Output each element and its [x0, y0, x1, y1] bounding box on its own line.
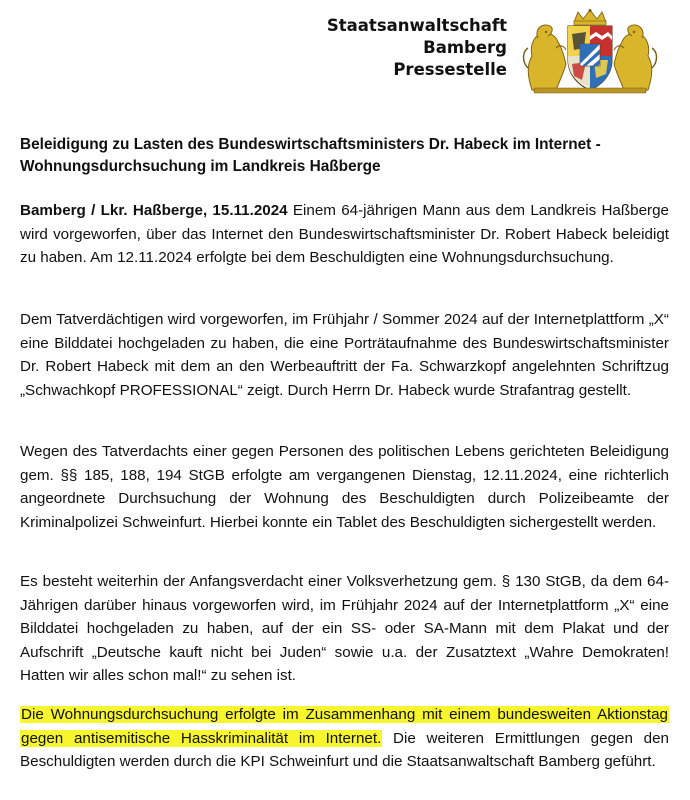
org-department: Pressestelle — [393, 60, 507, 79]
org-city: Bamberg — [423, 38, 507, 57]
intro-text: Einem 64-jährigen Mann aus dem Landkreis Haßberge wird vorgeworfen, über das Internet den Bundeswirtschaftsminister Dr. Robert Habeck beleidigt zu haben. Am 12.11.2024 erfolgte bei dem Beschuldigten eine Wohnungsdurchsuchung. — [20, 202, 669, 266]
paragraph-accusation: Dem Tatverdächtigen wird vorgeworfen, im Frühjahr / Sommer 2024 auf der Internetplattform „X“ eine Bilddatei hochgeladen zu haben, die eine Porträtaufnahme des Bundeswirtschaftsminister Dr. Robert Habeck mit dem an den Werbeauftritt der Fa. Schwarzkopf angelehnten Schriftzug „Schwachkopf PROFESSIONAL“ zeigt. Durch Herrn Dr. Habeck wurde Strafantrag gestellt. — [20, 311, 669, 399]
paragraph-search: Wegen des Tatverdachts einer gegen Personen des politischen Lebens gerichteten Beleidigung gem. §§ 185, 188, 194 StGB erfolgte am vergangenen Dienstag, 12.11.2024, eine richterlich angeordnete Durchsuchung der Wohnung des Beschuldigten durch Polizeibeamte der Kriminalpolizei Schweinfurt. Hierbei konnte ein Tablet des Beschuldigten sichergestellt werden. — [20, 443, 669, 531]
letterhead — [327, 15, 507, 81]
paragraph-conclusion — [20, 703, 669, 774]
org-name: Staatsanwaltschaft — [326, 16, 507, 35]
page-title: Beleidigung zu Lasten des Bundeswirtschaftsministers Dr. Habeck im Internet - Wohnungsdurchsuchung im Landkreis Haßberge — [20, 136, 601, 175]
paragraph-volksverhetzung: Es besteht weiterhin der Anfangsverdacht einer Volksverhetzung gem. § 130 StGB, da dem 64-Jährigen darüber hinaus vorgeworfen wird, im Frühjahr 2024 auf der Internetplattform „X“ eine Bilddatei hochgeladen zu haben, auf der ein SS- oder SA-Mann mit dem Plakat und der Aufschrift „Deutsche kauft nicht bei Juden“ sowie u.a. der Zusatztext „Wahre Demokraten! Hatten wir alles schon mal!“ zu sehen ist. — [20, 573, 669, 684]
highlighted-text: Die Wohnungsdurchsuchung erfolgte im Zusammenhang mit einem bundesweiten Aktionstag gegen antisemitische Hasskriminalität im Internet. — [21, 706, 668, 747]
dateline: Bamberg / Lkr. Haßberge, 15.11.2024 — [20, 202, 288, 219]
bavarian-coat-of-arms-icon — [520, 8, 660, 94]
conclusion-text: Die weiteren Ermittlungen gegen den Beschuldigten werden durch die KPI Schweinfurt und die Staatsanwaltschaft Bamberg geführt. — [20, 729, 669, 770]
paragraph-intro — [20, 199, 669, 270]
